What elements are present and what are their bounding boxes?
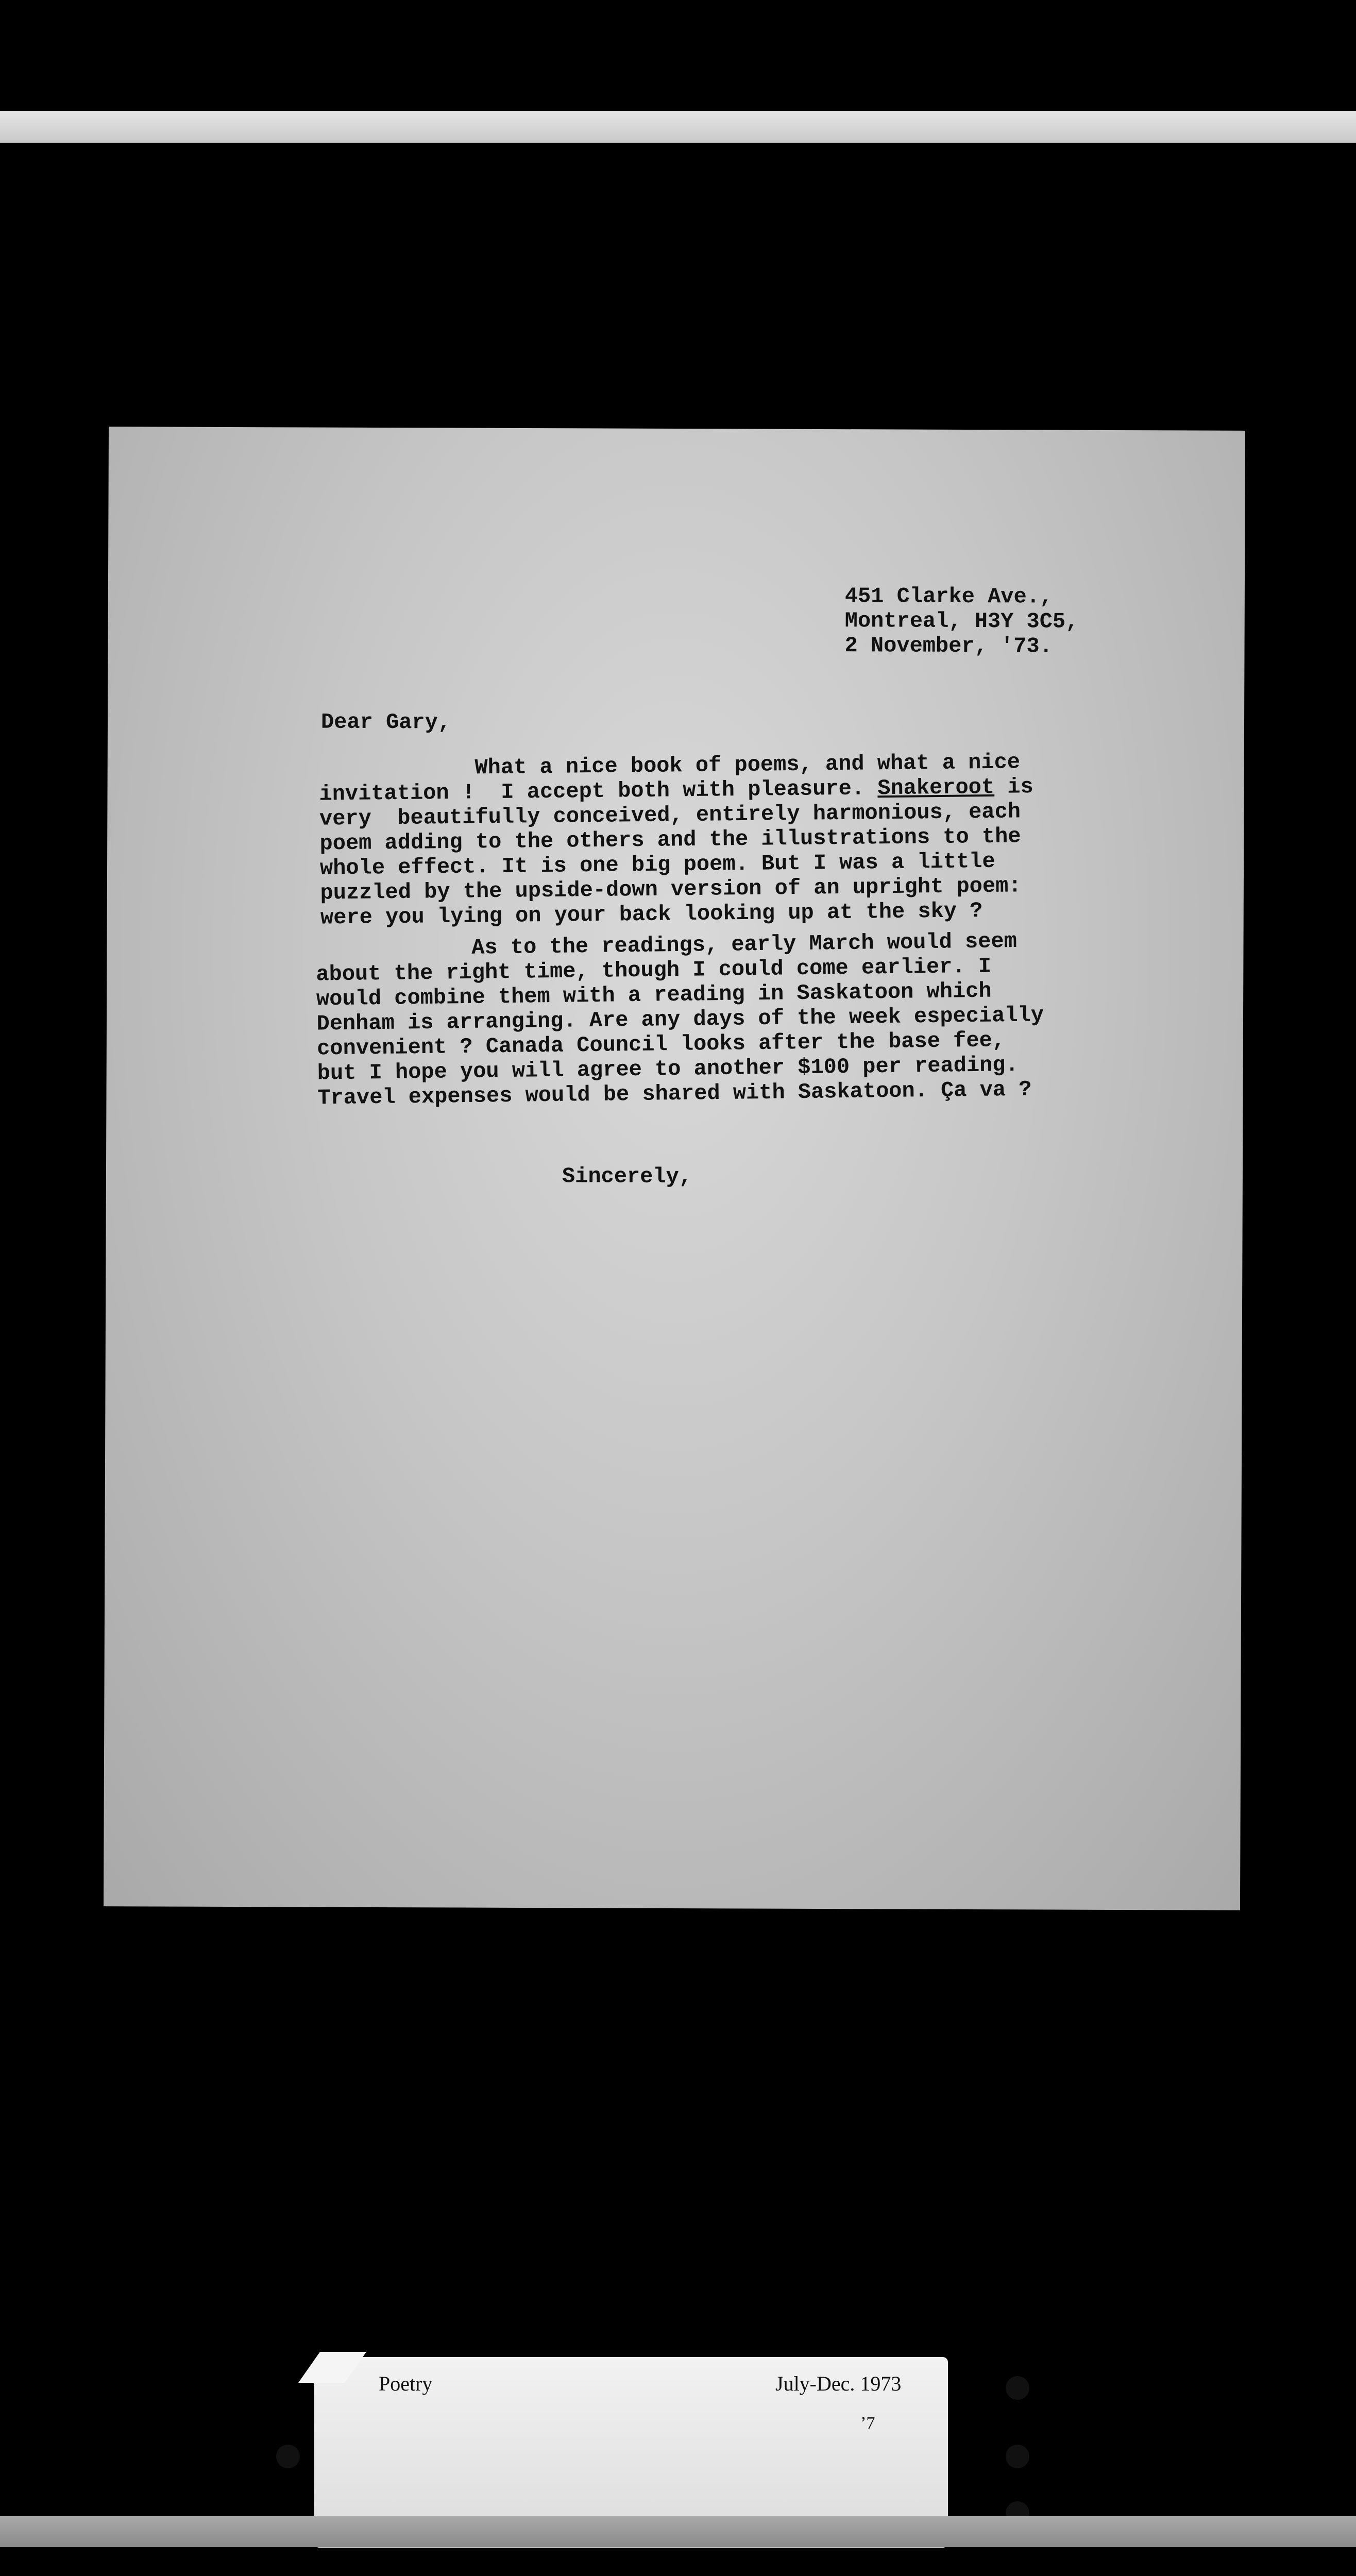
film-strip-top — [0, 111, 1356, 143]
p2-line: Travel expenses would be shared with Saskatoon. Ça va ? — [317, 1077, 1032, 1111]
closing: Sincerely, — [562, 1164, 692, 1190]
card-handwritten-mark: ʼ7 — [860, 2414, 875, 2433]
sender-address — [844, 584, 1078, 659]
punch-hole — [276, 2445, 300, 2468]
p2-line: but I hope you will agree to another $100 per reading. — [317, 1052, 1019, 1086]
p1-line: What a nice book of poems, and what a nice — [318, 750, 1021, 782]
punch-hole — [1006, 2376, 1029, 2400]
p1-line: whole effect. It is one big poem. But I was a little — [319, 849, 995, 881]
card-dates: July-Dec. 1973 — [775, 2372, 902, 2395]
address-city: Montreal, H3Y 3C5, — [844, 608, 1079, 634]
p1-line: puzzled by the upside-down version of an upright poem: — [320, 873, 1022, 906]
letter-date: 2 November, '73. — [844, 633, 1053, 659]
p1-line: very beautifully conceived, entirely harmonious, each — [319, 799, 1021, 832]
p1-line: is — [994, 774, 1033, 800]
punch-hole — [1006, 2445, 1029, 2468]
p2-line: about the right time, though I could come earlier. I — [316, 954, 992, 987]
salutation: Dear Gary, — [320, 709, 451, 735]
p1-line: invitation ! I accept both with pleasure. — [319, 776, 878, 807]
p1-line: were you lying on your back looking up at the sky ? — [320, 899, 983, 930]
p2-line: convenient ? Canada Council looks after the base fee, — [316, 1028, 1006, 1061]
paragraph-1 — [319, 750, 1035, 930]
p2-line: Denham is arranging. Are any days of the week especially — [316, 1003, 1044, 1037]
p2-line: As to the readings, early March would seem — [315, 928, 1018, 962]
letter-page — [104, 427, 1245, 1910]
book-title: Snakeroot — [877, 774, 995, 801]
film-strip-bottom — [0, 2516, 1356, 2547]
p2-line: would combine them with a reading in Saskatoon which — [316, 978, 992, 1012]
address-street: 451 Clarke Ave., — [844, 584, 1053, 609]
paragraph-2 — [316, 928, 1045, 1110]
card-subject: Poetry — [379, 2372, 433, 2395]
p1-line: poem adding to the others and the illustrations to the — [319, 824, 1021, 856]
